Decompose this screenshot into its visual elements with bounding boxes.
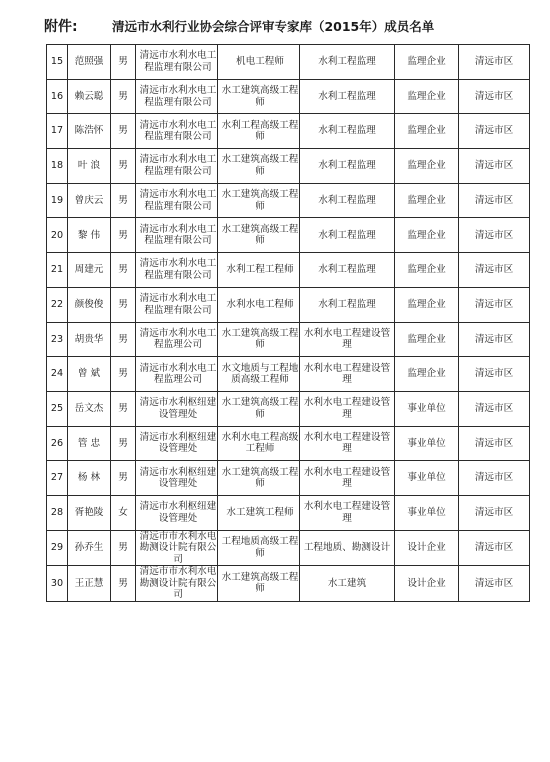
- row-number-cell: 25: [47, 391, 68, 426]
- gender-cell: 男: [111, 218, 136, 253]
- organization-type-cell: 监理企业: [395, 322, 459, 357]
- expert-roster-table: [46, 44, 530, 602]
- table-row: [47, 426, 530, 461]
- gender-cell: 男: [111, 79, 136, 114]
- professional-title-cell: 水利工程工程师: [218, 253, 300, 288]
- gender-cell: 男: [111, 183, 136, 218]
- professional-title-cell: 工程地质高级工程师: [218, 530, 300, 566]
- employer-cell: 清远市水利枢纽建设管理处: [136, 426, 218, 461]
- specialty-cell: 工程地质、勘测设计: [300, 530, 395, 566]
- row-number-cell: 29: [47, 530, 68, 566]
- table-row: [47, 79, 530, 114]
- gender-cell: 男: [111, 391, 136, 426]
- specialty-cell: 水利水电工程建设管理: [300, 391, 395, 426]
- gender-cell: 男: [111, 461, 136, 496]
- page-title: [44, 14, 524, 40]
- gender-cell: 男: [111, 322, 136, 357]
- expert-name-cell: 周建元: [68, 253, 111, 288]
- table-row: [47, 149, 530, 184]
- employer-cell: 清远市水利枢纽建设管理处: [136, 495, 218, 530]
- professional-title-cell: 水工建筑高级工程师: [218, 566, 300, 602]
- expert-name-cell: 赖云聪: [68, 79, 111, 114]
- expert-name-cell: 曾庆云: [68, 183, 111, 218]
- organization-type-cell: 事业单位: [395, 495, 459, 530]
- organization-type-cell: 监理企业: [395, 183, 459, 218]
- employer-cell: 清远市市水利水电勘测设计院有限公司: [136, 566, 218, 602]
- professional-title-cell: 水工建筑工程师: [218, 495, 300, 530]
- employer-cell: 清远市市水利水电勘测设计院有限公司: [136, 530, 218, 566]
- row-number-cell: 22: [47, 287, 68, 322]
- expert-name-cell: 曾 斌: [68, 357, 111, 392]
- employer-cell: 清远市水利水电工程监理有限公司: [136, 45, 218, 80]
- specialty-cell: 水利水电工程建设管理: [300, 357, 395, 392]
- organization-type-cell: 监理企业: [395, 253, 459, 288]
- roster-body: [47, 45, 530, 602]
- employer-cell: 清远市水利水电工程监理有限公司: [136, 114, 218, 149]
- region-cell: 清远市区: [459, 218, 530, 253]
- region-cell: 清远市区: [459, 530, 530, 566]
- region-cell: 清远市区: [459, 357, 530, 392]
- region-cell: 清远市区: [459, 183, 530, 218]
- expert-name-cell: 胥艳陵: [68, 495, 111, 530]
- row-number-cell: 28: [47, 495, 68, 530]
- specialty-cell: 水利工程监理: [300, 149, 395, 184]
- expert-name-cell: 叶 浪: [68, 149, 111, 184]
- professional-title-cell: 水利水电工程师: [218, 287, 300, 322]
- professional-title-cell: 机电工程师: [218, 45, 300, 80]
- gender-cell: 男: [111, 253, 136, 288]
- table-row: [47, 357, 530, 392]
- organization-type-cell: 监理企业: [395, 218, 459, 253]
- expert-name-cell: 王正慧: [68, 566, 111, 602]
- region-cell: 清远市区: [459, 287, 530, 322]
- specialty-cell: 水利工程监理: [300, 45, 395, 80]
- region-cell: 清远市区: [459, 45, 530, 80]
- specialty-cell: 水利水电工程建设管理: [300, 322, 395, 357]
- employer-cell: 清远市水利水电工程监理有限公司: [136, 79, 218, 114]
- employer-cell: 清远市水利水电工程监理公司: [136, 357, 218, 392]
- organization-type-cell: 监理企业: [395, 79, 459, 114]
- specialty-cell: 水利工程监理: [300, 183, 395, 218]
- row-number-cell: 19: [47, 183, 68, 218]
- organization-type-cell: 监理企业: [395, 114, 459, 149]
- table-row: [47, 183, 530, 218]
- table-row: [47, 530, 530, 566]
- table-row: [47, 218, 530, 253]
- organization-type-cell: 监理企业: [395, 357, 459, 392]
- organization-type-cell: 设计企业: [395, 566, 459, 602]
- expert-name-cell: 管 忠: [68, 426, 111, 461]
- specialty-cell: 水利工程监理: [300, 79, 395, 114]
- organization-type-cell: 监理企业: [395, 287, 459, 322]
- organization-type-cell: 监理企业: [395, 149, 459, 184]
- gender-cell: 男: [111, 357, 136, 392]
- region-cell: 清远市区: [459, 322, 530, 357]
- table-row: [47, 461, 530, 496]
- row-number-cell: 27: [47, 461, 68, 496]
- organization-type-cell: 监理企业: [395, 45, 459, 80]
- employer-cell: 清远市水利水电工程监理公司: [136, 322, 218, 357]
- table-row: [47, 114, 530, 149]
- specialty-cell: 水利水电工程建设管理: [300, 461, 395, 496]
- professional-title-cell: 水工建筑高级工程师: [218, 322, 300, 357]
- row-number-cell: 17: [47, 114, 68, 149]
- organization-type-cell: 事业单位: [395, 426, 459, 461]
- expert-name-cell: 孙乔生: [68, 530, 111, 566]
- gender-cell: 女: [111, 495, 136, 530]
- row-number-cell: 20: [47, 218, 68, 253]
- expert-name-cell: 岳文杰: [68, 391, 111, 426]
- organization-type-cell: 设计企业: [395, 530, 459, 566]
- specialty-cell: 水利工程监理: [300, 287, 395, 322]
- professional-title-cell: 水利工程高级工程师: [218, 114, 300, 149]
- table-row: [47, 287, 530, 322]
- gender-cell: 男: [111, 114, 136, 149]
- gender-cell: 男: [111, 149, 136, 184]
- region-cell: 清远市区: [459, 566, 530, 602]
- table-row: [47, 45, 530, 80]
- gender-cell: 男: [111, 566, 136, 602]
- employer-cell: 清远市水利水电工程监理有限公司: [136, 149, 218, 184]
- gender-cell: 男: [111, 426, 136, 461]
- gender-cell: 男: [111, 530, 136, 566]
- row-number-cell: 26: [47, 426, 68, 461]
- row-number-cell: 18: [47, 149, 68, 184]
- table-row: [47, 253, 530, 288]
- expert-name-cell: 黎 伟: [68, 218, 111, 253]
- employer-cell: 清远市水利枢纽建设管理处: [136, 391, 218, 426]
- employer-cell: 清远市水利水电工程监理有限公司: [136, 287, 218, 322]
- specialty-cell: 水利工程监理: [300, 218, 395, 253]
- organization-type-cell: 事业单位: [395, 391, 459, 426]
- professional-title-cell: 水工建筑高级工程师: [218, 79, 300, 114]
- row-number-cell: 30: [47, 566, 68, 602]
- row-number-cell: 21: [47, 253, 68, 288]
- region-cell: 清远市区: [459, 149, 530, 184]
- gender-cell: 男: [111, 287, 136, 322]
- row-number-cell: 24: [47, 357, 68, 392]
- professional-title-cell: 水工建筑高级工程师: [218, 183, 300, 218]
- region-cell: 清远市区: [459, 461, 530, 496]
- professional-title-cell: 水文地质与工程地质高级工程师: [218, 357, 300, 392]
- attachment-label: 附件:: [44, 19, 78, 35]
- expert-name-cell: 杨 林: [68, 461, 111, 496]
- row-number-cell: 16: [47, 79, 68, 114]
- specialty-cell: 水利水电工程建设管理: [300, 495, 395, 530]
- employer-cell: 清远市水利水电工程监理有限公司: [136, 218, 218, 253]
- expert-name-cell: 胡贵华: [68, 322, 111, 357]
- table-row: [47, 391, 530, 426]
- specialty-cell: 水工建筑: [300, 566, 395, 602]
- expert-name-cell: 陈浩怀: [68, 114, 111, 149]
- expert-name-cell: 范照强: [68, 45, 111, 80]
- specialty-cell: 水利工程监理: [300, 114, 395, 149]
- row-number-cell: 23: [47, 322, 68, 357]
- table-row: [47, 495, 530, 530]
- professional-title-cell: 水工建筑高级工程师: [218, 149, 300, 184]
- specialty-cell: 水利工程监理: [300, 253, 395, 288]
- row-number-cell: 15: [47, 45, 68, 80]
- region-cell: 清远市区: [459, 495, 530, 530]
- table-row: [47, 322, 530, 357]
- professional-title-cell: 水工建筑高级工程师: [218, 391, 300, 426]
- region-cell: 清远市区: [459, 253, 530, 288]
- gender-cell: 男: [111, 45, 136, 80]
- employer-cell: 清远市水利水电工程监理有限公司: [136, 253, 218, 288]
- expert-name-cell: 颜俊俊: [68, 287, 111, 322]
- organization-type-cell: 事业单位: [395, 461, 459, 496]
- professional-title-cell: 水工建筑高级工程师: [218, 461, 300, 496]
- employer-cell: 清远市水利枢纽建设管理处: [136, 461, 218, 496]
- document-title: 清远市水利行业协会综合评审专家库（2015年）成员名单: [111, 19, 435, 34]
- employer-cell: 清远市水利水电工程监理有限公司: [136, 183, 218, 218]
- region-cell: 清远市区: [459, 391, 530, 426]
- professional-title-cell: 水工建筑高级工程师: [218, 218, 300, 253]
- region-cell: 清远市区: [459, 426, 530, 461]
- professional-title-cell: 水利水电工程高级工程师: [218, 426, 300, 461]
- table-row: [47, 566, 530, 602]
- region-cell: 清远市区: [459, 79, 530, 114]
- region-cell: 清远市区: [459, 114, 530, 149]
- specialty-cell: 水利水电工程建设管理: [300, 426, 395, 461]
